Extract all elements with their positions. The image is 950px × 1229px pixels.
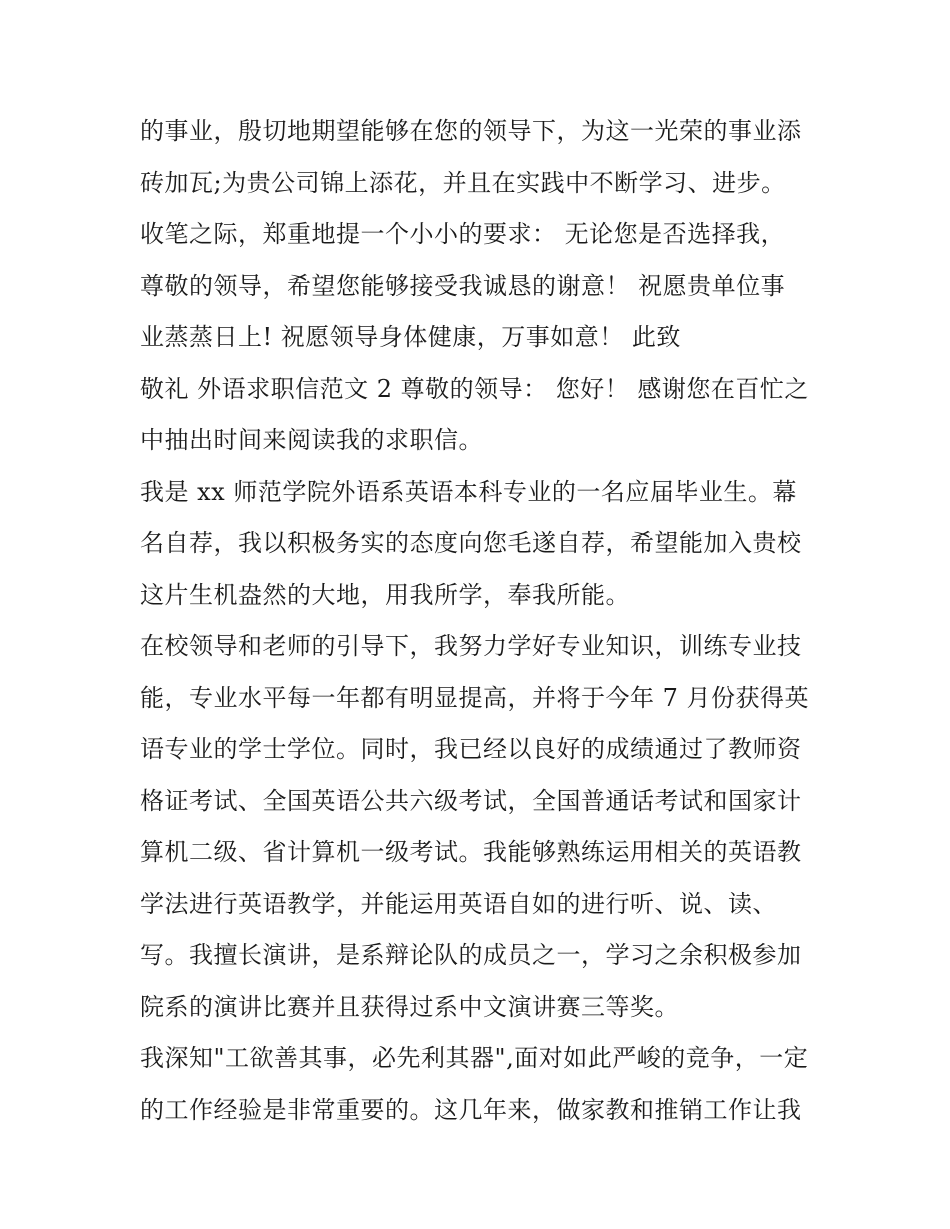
text-line: 在校领导和老师的引导下，我努力学好专业知识，训练专业技	[140, 632, 802, 660]
text-line: 尊敬的领导，希望您能够接受我诚恳的谢意！ 祝愿贵单位事	[140, 271, 786, 300]
text-line: 能，专业水平每一年都有明显提高，并将于今年 7 月份获得英	[140, 683, 810, 712]
text-line: 收笔之际，郑重地提一个小小的要求： 无论您是否选择我，	[140, 220, 786, 248]
text-line: 中抽出时间来阅读我的求职信。	[140, 426, 483, 454]
text-line: 业蒸蒸日上! 祝愿领导身体健康，万事如意！ 此致	[140, 323, 681, 351]
text-line: 学法进行英语教学，并能运用英语自如的进行听、说、读、	[140, 889, 777, 918]
text-line: 算机二级、省计算机一级考试。我能够熟练运用相关的英语教	[140, 838, 802, 866]
text-line: 我深知"工欲善其事，必先利其器",面对如此严峻的竞争，一定	[140, 1044, 809, 1072]
text-line: 语专业的学士学位。同时，我已经以良好的成绩通过了教师资	[140, 735, 802, 763]
letter-body	[140, 106, 830, 1136]
text-line: 写。我擅长演讲，是系辩论队的成员之一，学习之余积极参加	[140, 941, 802, 969]
text-line: 砖加瓦;为贵公司锦上添花，并且在实践中不断学习、进步。	[140, 168, 786, 197]
text-line: 这片生机盎然的大地，用我所学，奉我所能。	[140, 580, 630, 609]
text-line: 的事业，殷切地期望能够在您的领导下，为这一光荣的事业添	[140, 117, 802, 145]
text-line: 敬礼 外语求职信范文 2 尊敬的领导： 您好！ 感谢您在百忙之	[140, 374, 809, 403]
text-line: 院系的演讲比赛并且获得过系中文演讲赛三等奖。	[140, 992, 679, 1021]
text-line: 名自荐，我以积极务实的态度向您毛遂自荐，希望能加入贵校	[140, 529, 802, 557]
text-line: 的工作经验是非常重要的。这几年来，做家教和推销工作让我	[140, 1095, 802, 1124]
text-line: 格证考试、全国英语公共六级考试，全国普通话考试和国家计	[140, 786, 802, 815]
text-line: 我是 xx 师范学院外语系英语本科专业的一名应届毕业生。幕	[140, 477, 797, 506]
